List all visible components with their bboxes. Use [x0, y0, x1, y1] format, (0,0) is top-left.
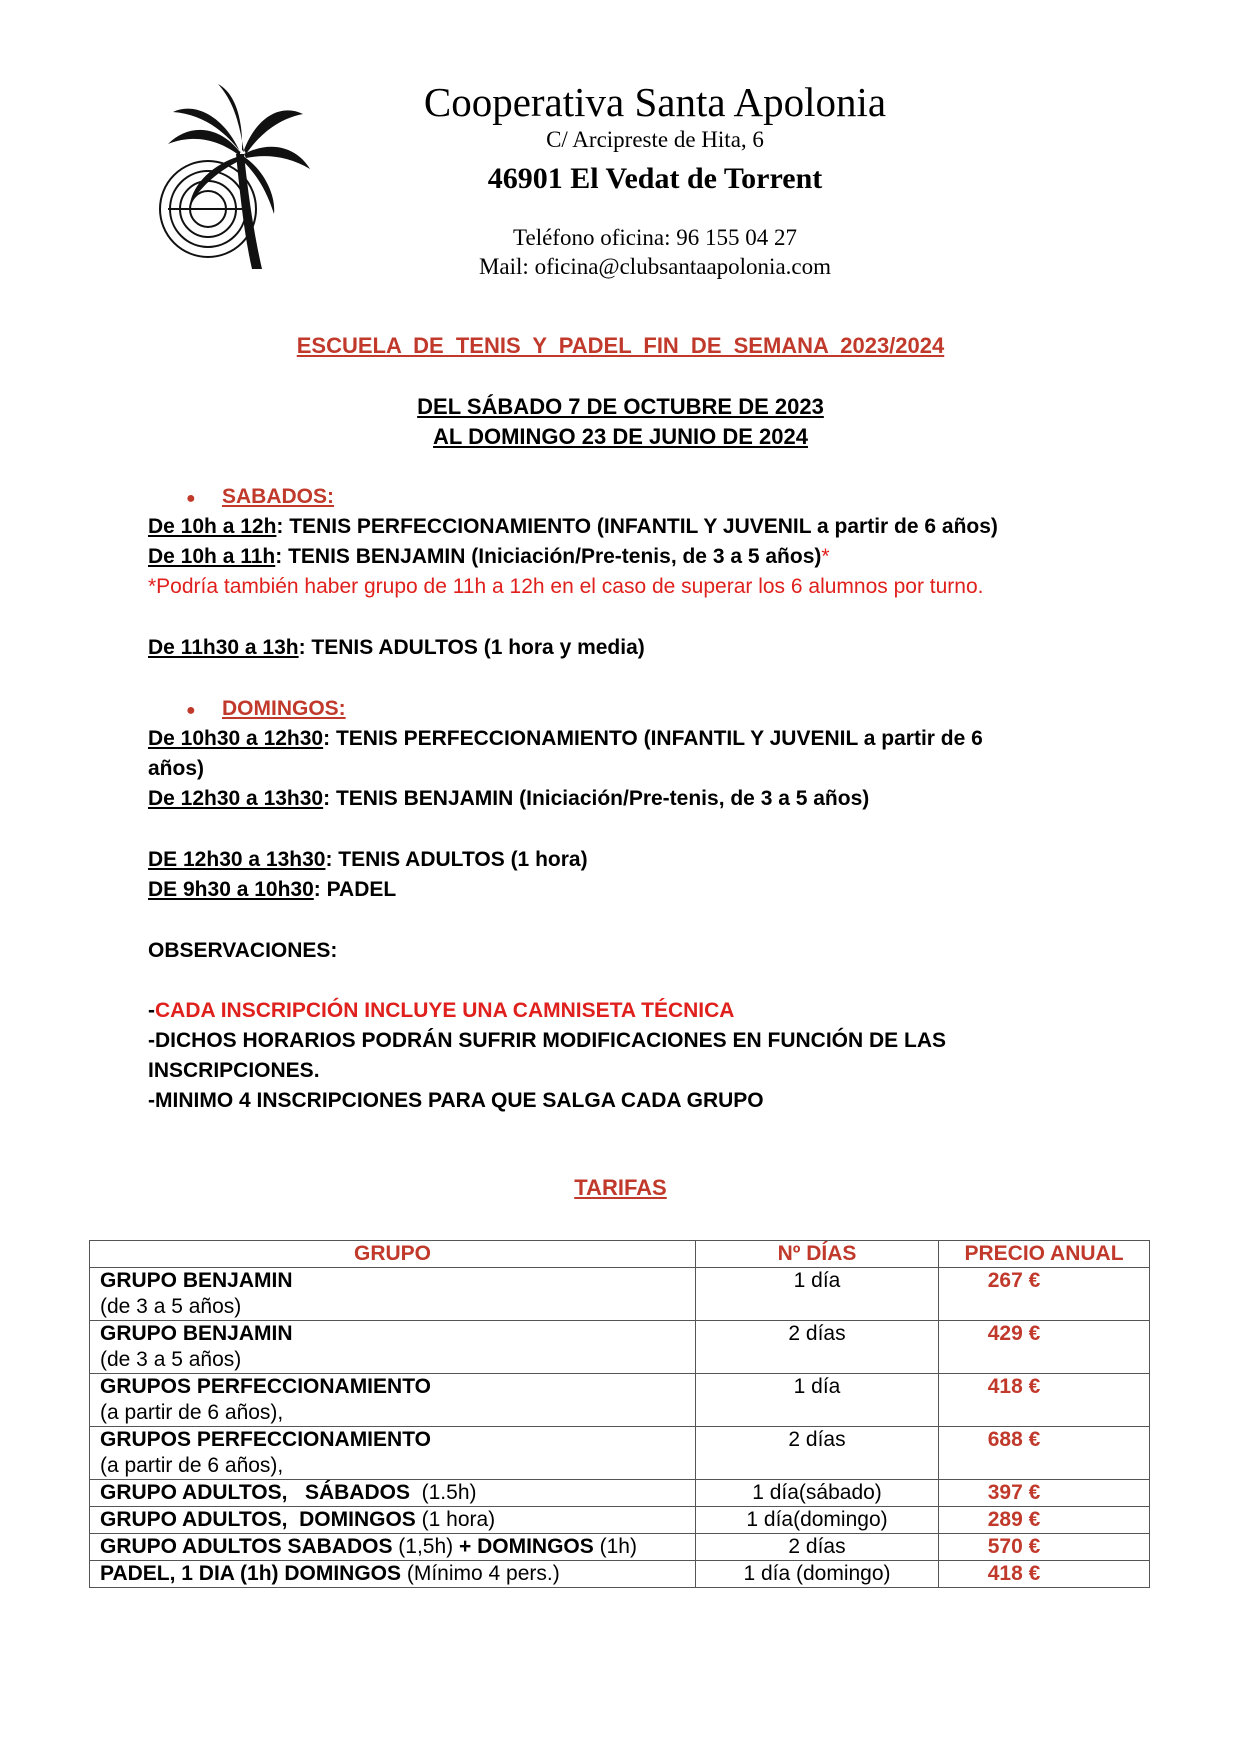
header-grupo: GRUPO: [90, 1241, 696, 1268]
domingos-label: DOMINGOS:: [222, 697, 346, 720]
days-cell: 2 días: [696, 1534, 939, 1561]
schedule-text: : TENIS BENJAMIN (Iniciación/Pre-tenis, de 3 a 5 años): [275, 545, 822, 568]
sabados-note: *Podría también haber grupo de 11h a 12h en el caso de superar los 6 alumnos por turno.: [148, 575, 984, 598]
sabados-label: SABADOS:: [222, 485, 335, 508]
observacion-1: [148, 999, 734, 1023]
group-age: (de 3 a 5 años): [100, 1295, 242, 1318]
organization-name: Cooperativa Santa Apolonia: [423, 79, 887, 125]
tarifas-title: TARIFAS: [574, 1175, 667, 1200]
group-duration: (Mínimo 4 pers.): [401, 1562, 560, 1585]
header-precio: PRECIO ANUAL: [939, 1241, 1150, 1268]
schedule-time: De 10h a 11h: [148, 545, 276, 568]
sabados-line-3: [148, 636, 645, 660]
table-row: [90, 1480, 1150, 1507]
price-cell: 570 €: [939, 1534, 1150, 1561]
group-name: GRUPOS PERFECCIONAMIENTO: [100, 1375, 431, 1398]
office-phone: Teléfono oficina: 96 155 04 27: [513, 225, 797, 250]
bullet-icon: ●: [186, 702, 196, 719]
tarifas-table: [89, 1240, 1150, 1588]
price-cell: 267 €: [939, 1268, 1150, 1321]
observacion-text: CADA INSCRIPCIÓN INCLUYE UNA CAMNISETA TÉCNICA: [155, 999, 735, 1022]
palm-tree-logo: [148, 84, 313, 274]
days-cell: 1 día(sábado): [696, 1480, 939, 1507]
schedule-time: De 11h30 a 13h: [148, 636, 299, 659]
table-header-row: [90, 1241, 1150, 1268]
price-cell: 289 €: [939, 1507, 1150, 1534]
schedule-time: DE 9h30 a 10h30: [148, 878, 314, 901]
city-address: 46901 El Vedat de Torrent: [487, 162, 823, 195]
schedule-time: De 10h30 a 12h30: [148, 727, 324, 750]
office-mail: Mail: oficina@clubsantaapolonia.com: [478, 254, 832, 279]
observacion-2: -DICHOS HORARIOS PODRÁN SUFRIR MODIFICACIONES EN FUNCIÓN DE LAS: [148, 1029, 947, 1052]
observacion-3: -MINIMO 4 INSCRIPCIONES PARA QUE SALGA CADA GRUPO: [148, 1089, 764, 1112]
bullet-icon: ●: [186, 490, 196, 507]
domingos-line-4: [148, 878, 396, 902]
days-cell: 2 días: [696, 1427, 939, 1480]
group-duration: (1 hora): [415, 1508, 496, 1531]
table-row: [90, 1427, 1150, 1480]
group-name: GRUPOS PERFECCIONAMIENTO: [100, 1428, 431, 1451]
schedule-time: De 12h30 a 13h30: [148, 787, 324, 810]
footnote-mark: *: [821, 545, 830, 568]
days-cell: 2 días: [696, 1321, 939, 1374]
street-address: C/ Arcipreste de Hita, 6: [546, 127, 764, 152]
schedule-text: : TENIS BENJAMIN (Iniciación/Pre-tenis, de 3 a 5 años): [323, 787, 870, 810]
schedule-text: : PADEL: [313, 878, 397, 901]
sabados-line-1: [148, 515, 998, 539]
schedule-text: : TENIS PERFECCIONAMIENTO (INFANTIL Y JUVENIL a partir de 6 años): [276, 515, 998, 538]
price-cell: 397 €: [939, 1480, 1150, 1507]
group-name: GRUPO ADULTOS SABADOS: [100, 1535, 393, 1558]
dash: -: [148, 999, 155, 1022]
schedule-time: De 10h a 12h: [148, 515, 277, 538]
price-cell: 418 €: [939, 1561, 1150, 1588]
schedule-time: DE 12h30 a 13h30: [148, 848, 326, 871]
group-duration: (1.5h): [409, 1481, 477, 1504]
group-name: GRUPO ADULTOS, SÁBADOS: [100, 1481, 410, 1504]
domingos-line-2: [148, 787, 869, 811]
days-cell: 1 día: [696, 1374, 939, 1427]
domingos-line-3: [148, 848, 588, 872]
group-name-2: + DOMINGOS: [459, 1535, 594, 1558]
days-cell: 1 día(domingo): [696, 1507, 939, 1534]
group-age: (de 3 a 5 años): [100, 1348, 242, 1371]
header-dias: Nº DÍAS: [696, 1241, 939, 1268]
school-title: ESCUELA DE TENIS Y PADEL FIN DE SEMANA 2023/2024: [296, 333, 945, 358]
domingos-line-1-cont: años): [148, 757, 205, 780]
table-row: [90, 1268, 1150, 1321]
days-cell: 1 día: [696, 1268, 939, 1321]
price-cell: 418 €: [939, 1374, 1150, 1427]
observacion-2-cont: INSCRIPCIONES.: [148, 1059, 320, 1082]
schedule-text: : TENIS ADULTOS (1 hora y media): [298, 636, 645, 659]
price-cell: 688 €: [939, 1427, 1150, 1480]
group-duration-2: (1h): [593, 1535, 637, 1558]
schedule-text: : TENIS PERFECCIONAMIENTO (INFANTIL Y JUVENIL a partir de 6: [323, 727, 983, 750]
group-age: (a partir de 6 años),: [100, 1401, 284, 1424]
domingos-line-1: [148, 727, 983, 751]
observaciones-title: OBSERVACIONES:: [148, 939, 338, 962]
group-age: (a partir de 6 años),: [100, 1454, 284, 1477]
table-row: [90, 1321, 1150, 1374]
table-row: [90, 1507, 1150, 1534]
group-duration: (1,5h): [392, 1535, 459, 1558]
date-to: AL DOMINGO 23 DE JUNIO DE 2024: [433, 424, 808, 449]
schedule-text: : TENIS ADULTOS (1 hora): [325, 848, 588, 871]
table-row: [90, 1374, 1150, 1427]
group-name: GRUPO ADULTOS, DOMINGOS: [100, 1508, 416, 1531]
sabados-line-2: [148, 545, 830, 569]
table-row: [90, 1534, 1150, 1561]
days-cell: 1 día (domingo): [696, 1561, 939, 1588]
table-row: [90, 1561, 1150, 1588]
group-name: PADEL, 1 DIA (1h) DOMINGOS: [100, 1562, 402, 1585]
date-from: DEL SÁBADO 7 DE OCTUBRE DE 2023: [417, 394, 824, 419]
price-cell: 429 €: [939, 1321, 1150, 1374]
group-name: GRUPO BENJAMIN: [100, 1269, 293, 1292]
group-name: GRUPO BENJAMIN: [100, 1322, 293, 1345]
